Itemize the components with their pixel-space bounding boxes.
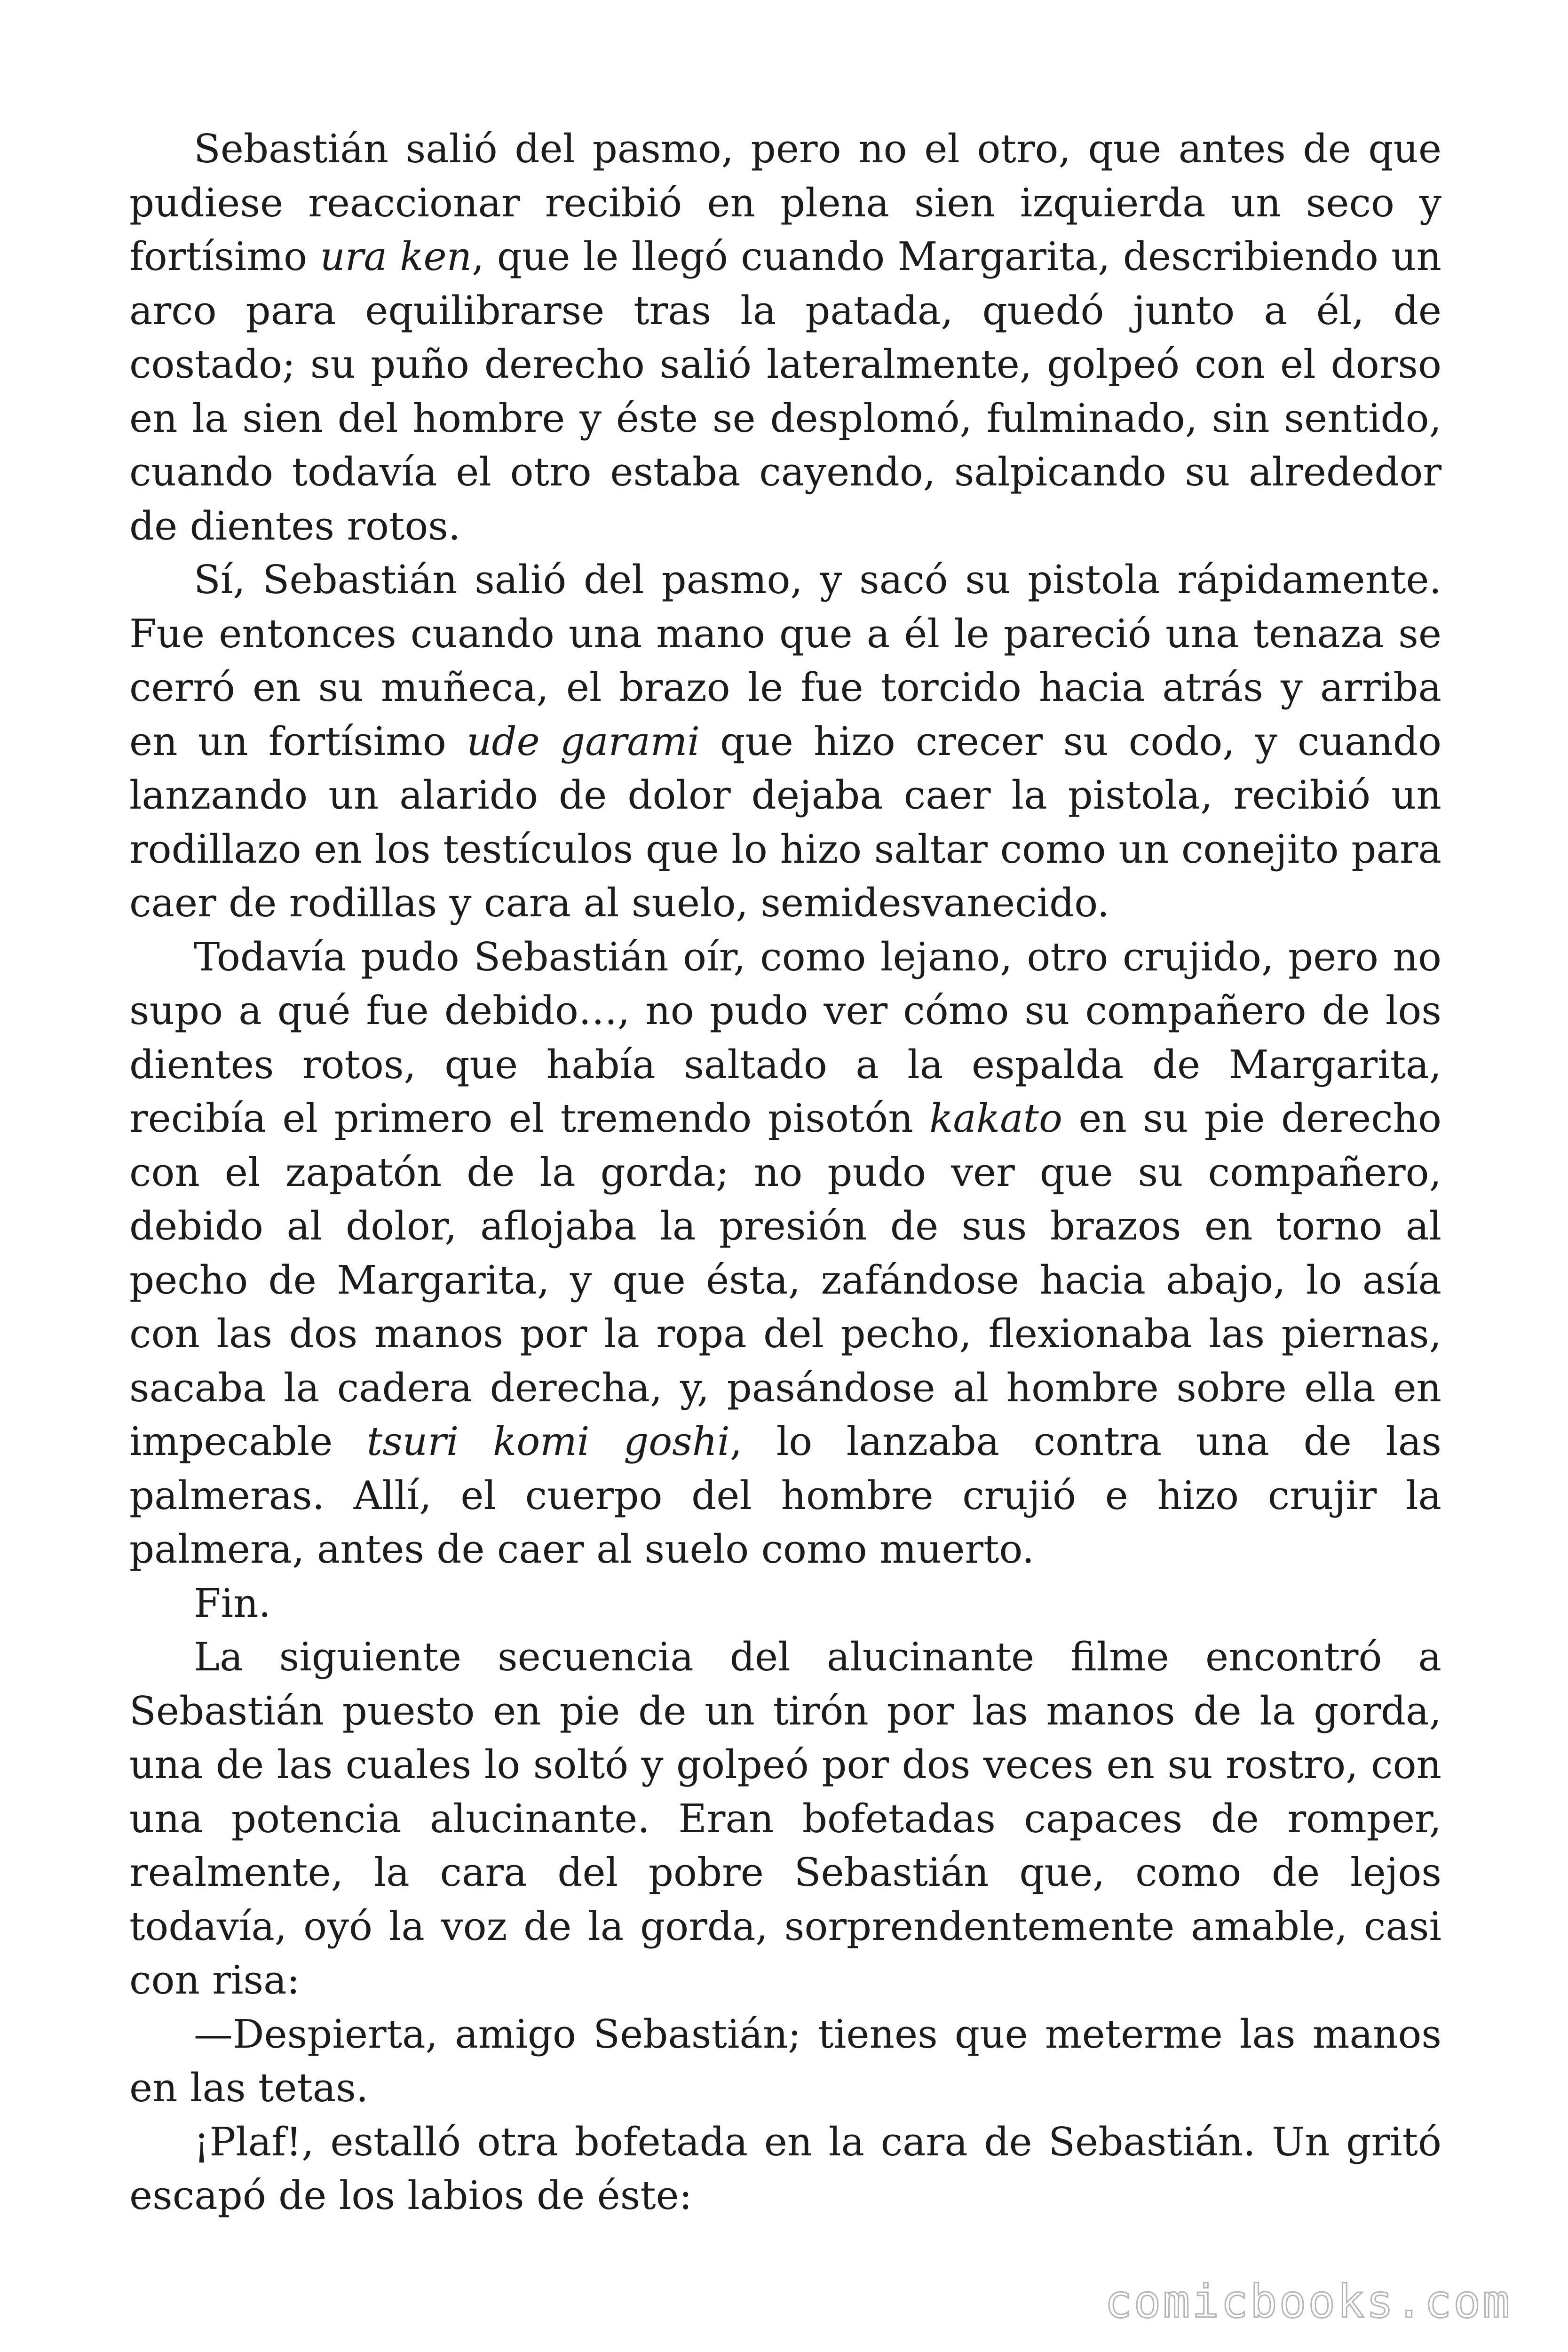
text-segment: ¡Plaf!, estalló otra bofetada en la cara de Sebastián. Un gritó escapó de los labios de éste: bbox=[129, 2119, 1441, 2218]
paragraph bbox=[129, 122, 1441, 553]
paragraph bbox=[129, 2008, 1441, 2115]
text-segment: , lo lanzaba contra una de las palmeras. Allí, el cuerpo del hombre crujió e hizo crujir la palmera, antes de caer al suelo como muerto. bbox=[129, 1419, 1441, 1572]
paragraph bbox=[129, 553, 1441, 930]
text-segment: en su pie derecho con el zapatón de la gorda; no pudo ver que su compañero, debido al dolor, aflojaba la presión de sus brazos en torno al pecho de Margarita, y que ésta, zafándose hacia abajo, lo asía con las dos manos por la ropa del pecho, flexionaba las piernas, sacaba la cadera derecha, y, pasándose al hombre sobre ella en impecable bbox=[129, 1096, 1441, 1464]
text-segment: Sí, Sebastián salió del pasmo, y sacó su pistola rápidamente. Fue entonces cuando una mano que a él le pareció una tenaza se cerró en su muñeca, el brazo le fue torcido hacia atrás y arriba en un fortísimo bbox=[129, 557, 1441, 764]
text-segment: Fin. bbox=[194, 1580, 271, 1626]
paragraph bbox=[129, 2115, 1441, 2223]
italic-term: kakato bbox=[929, 1096, 1062, 1141]
text-segment: Todavía pudo Sebastián oír, como lejano, otro crujido, pero no supo a qué fue debido…, no pudo ver cómo su compañero de los dientes rotos, que había saltado a la espalda de Margarita, recibía el primero el tremendo pisotón bbox=[129, 934, 1441, 1141]
paragraph bbox=[129, 930, 1441, 1577]
italic-term: ura ken bbox=[320, 234, 472, 279]
text-segment: Sebastián salió del pasmo, pero no el otro, que antes de que pudiese reaccionar recibió en plena sien izquierda un seco y fortísimo bbox=[129, 126, 1441, 279]
text-segment: —Despierta, amigo Sebastián; tienes que meterme las manos en las tetas. bbox=[129, 2011, 1441, 2111]
watermark: comicbooks.com bbox=[1104, 2275, 1512, 2328]
book-page-text bbox=[129, 122, 1441, 2223]
text-segment: , que le llegó cuando Margarita, describiendo un arco para equilibrarse tras la patada, quedó junto a él, de costado; su puño derecho salió lateralmente, golpeó con el dorso en la sien del hombre y éste se desplomó, fulminado, sin sentido, cuando todavía el otro estaba cayendo, salpicando su alrededor de dientes rotos. bbox=[129, 234, 1441, 549]
text-segment: La siguiente secuencia del alucinante filme encontró a Sebastián puesto en pie de un tirón por las manos de la gorda, una de las cuales lo soltó y golpeó por dos veces en su rostro, con una potencia alucinante. Eran bofetadas capaces de romper, realmente, la cara del pobre Sebastián que, como de lejos todavía, oyó la voz de la gorda, sorprendentemente amable, casi con risa: bbox=[129, 1634, 1441, 2003]
italic-term: ude garami bbox=[467, 718, 700, 764]
paragraph bbox=[129, 1630, 1441, 2008]
text-segment: que hizo crecer su codo, y cuando lanzando un alarido de dolor dejaba caer la pistola, recibió un rodillazo en los testículos que lo hizo saltar como un conejito para caer de rodillas y cara al suelo, semidesvanecido. bbox=[129, 718, 1441, 926]
italic-term: tsuri komi goshi bbox=[366, 1419, 730, 1464]
paragraph bbox=[129, 1577, 1441, 1631]
